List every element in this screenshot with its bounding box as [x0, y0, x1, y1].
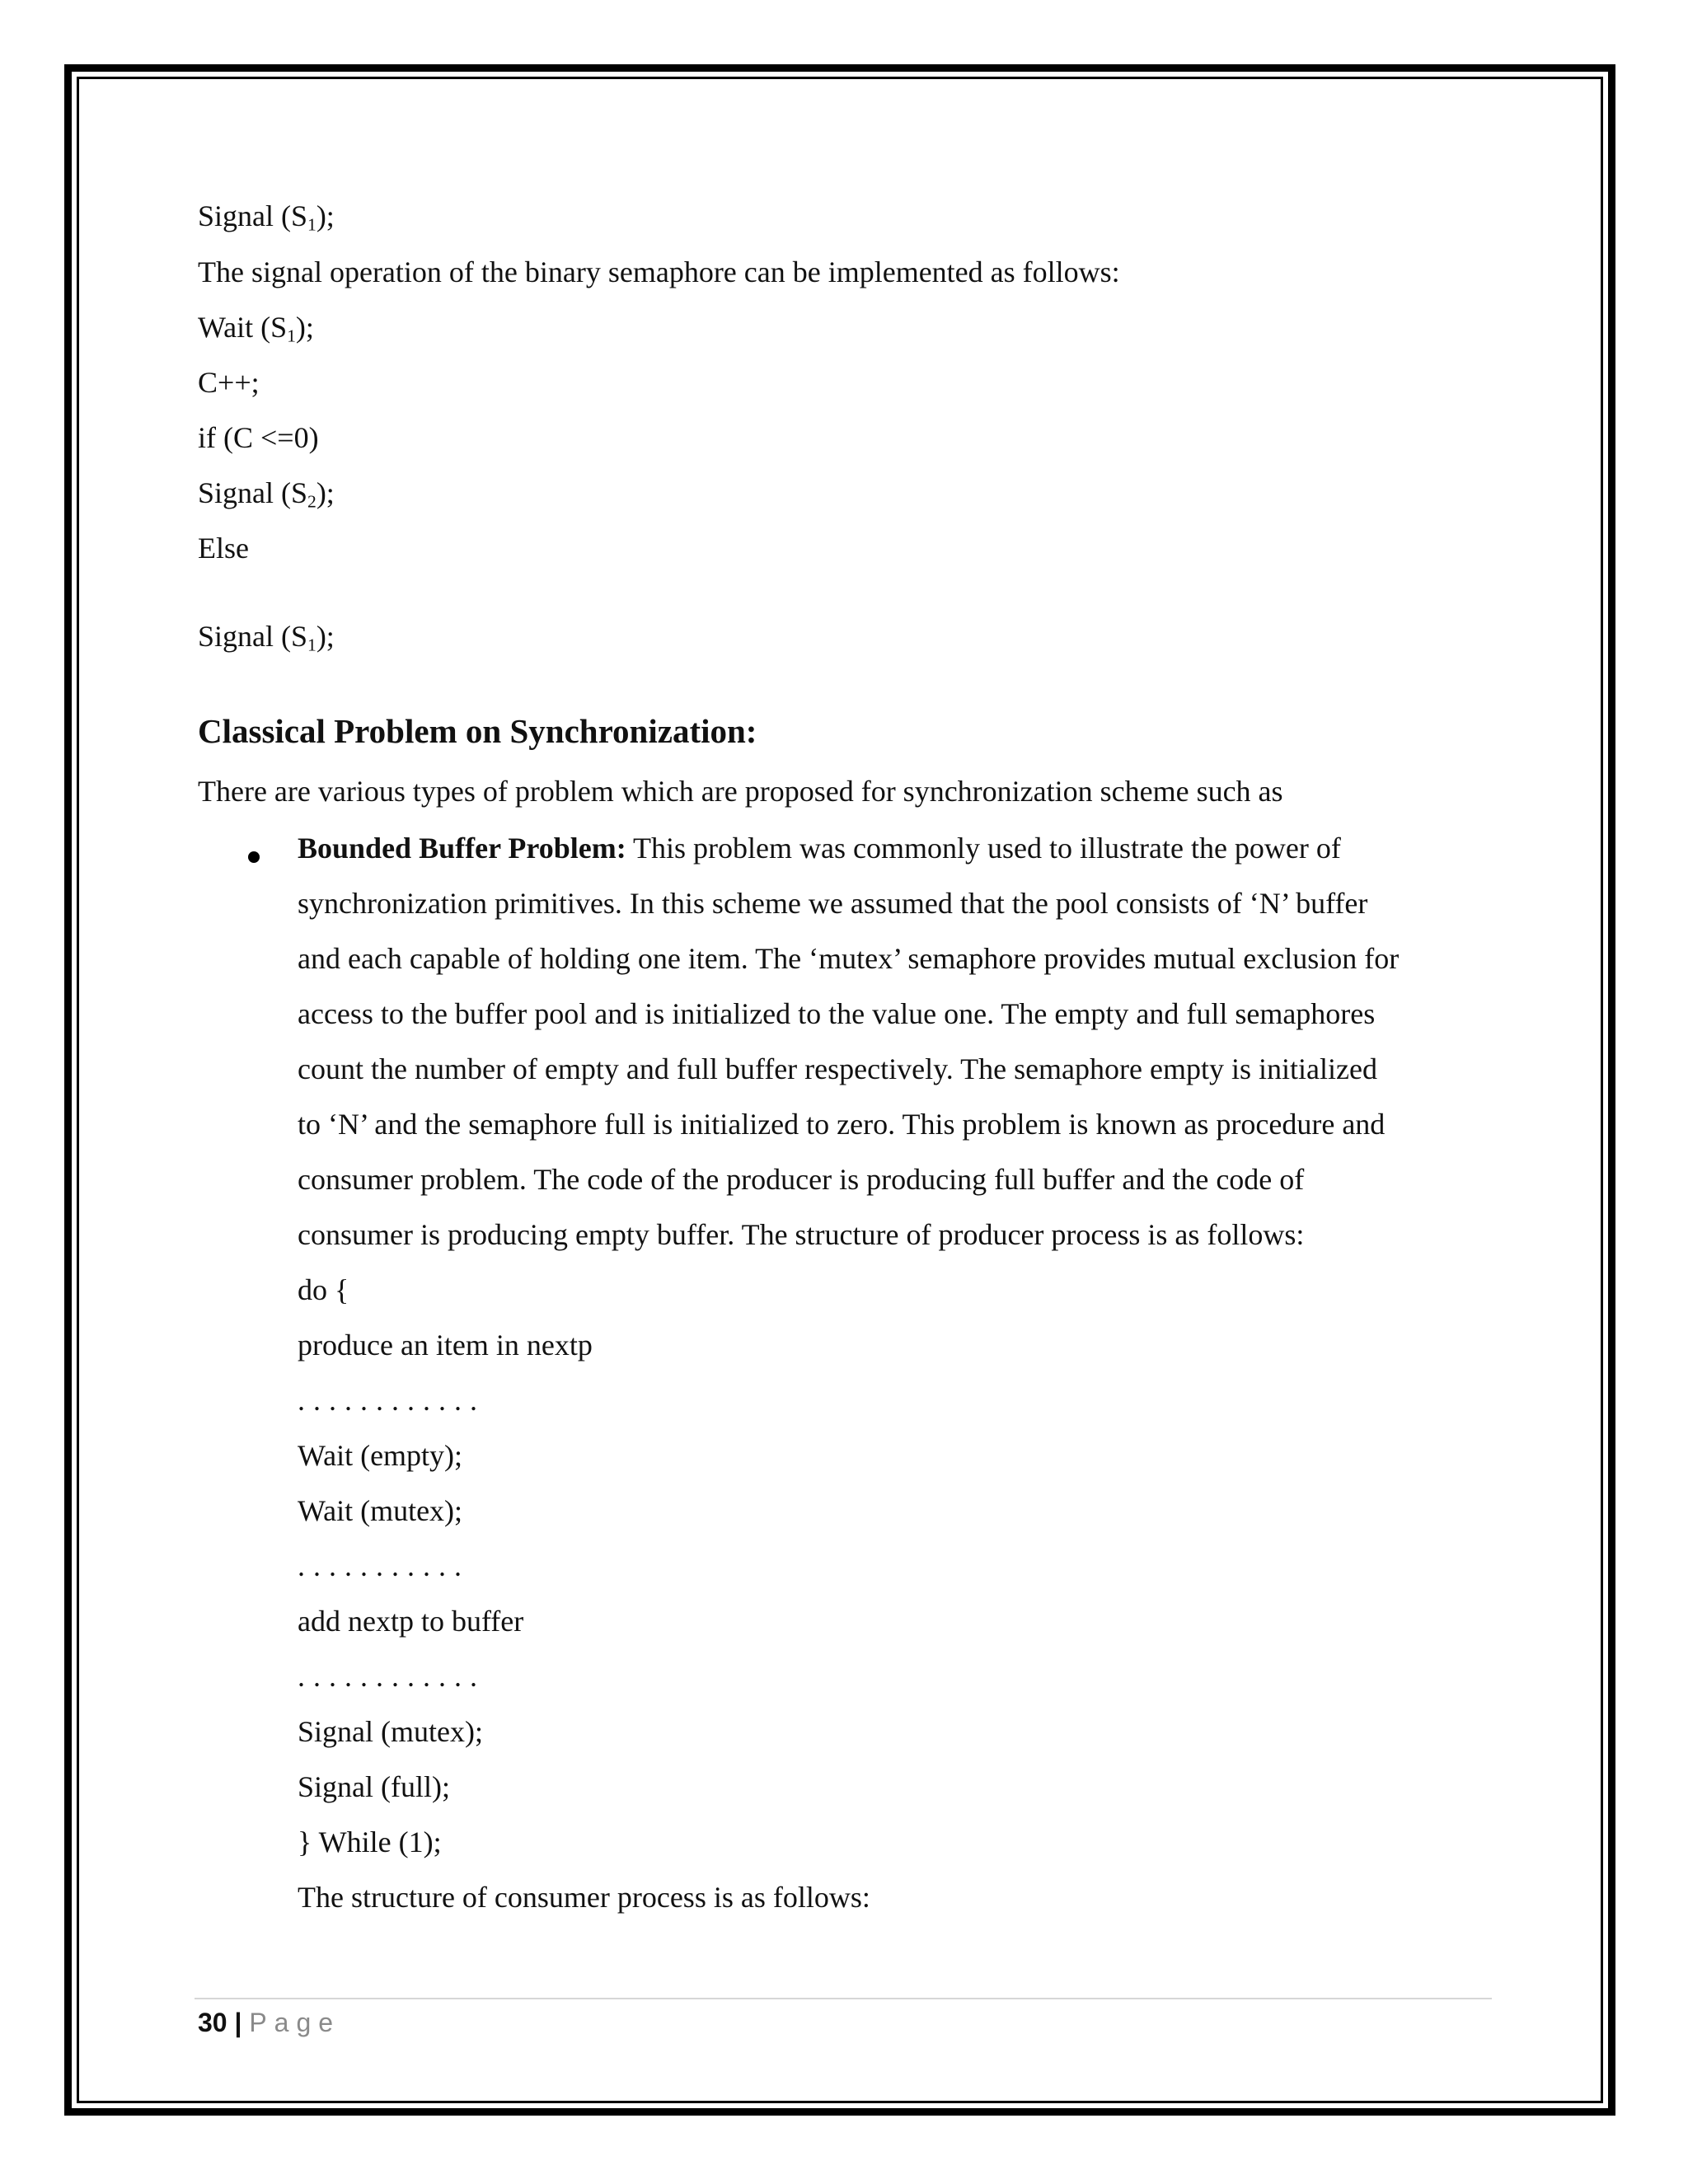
bullet-first-line: Bounded Buffer Problem: This problem was commonly used to illustrate the power of: [298, 832, 1341, 865]
code-ellipsis: ............: [298, 1384, 485, 1417]
code-line: add nextp to buffer: [298, 1605, 524, 1638]
code-line-signal-s1: Signal $(S_1)$;: [198, 199, 335, 235]
footer-separator: |: [234, 2008, 242, 2037]
page-number: 30: [198, 2008, 227, 2037]
consumer-intro: The structure of consumer process is as follows:: [298, 1881, 870, 1914]
code-line: } While (1);: [298, 1825, 442, 1858]
page-label: Page: [249, 2008, 341, 2037]
bullet-title: Bounded Buffer Problem:: [298, 832, 626, 865]
bullet-text-line: access to the buffer pool and is initialized to the value one. The empty and full semaphores: [298, 997, 1376, 1030]
bullet-text-line: synchronization primitives. In this scheme we assumed that the pool consists of ‘N’ buffer: [298, 887, 1368, 920]
bullet-text-line: consumer problem. The code of the producer is producing full buffer and the code of: [298, 1163, 1305, 1196]
code-ellipsis: ............: [298, 1660, 485, 1693]
code-line-else: Else: [198, 532, 249, 565]
code-line-increment: C++;: [198, 366, 260, 399]
code-line-if: if (C <=0): [198, 421, 319, 454]
bullet-dot: [248, 851, 260, 863]
bullet-text-line: to ‘N’ and the semaphore full is initialized to zero. This problem is known as procedure and: [298, 1108, 1386, 1141]
page-footer: [198, 2006, 340, 2039]
section-heading: Classical Problem on Synchronization:: [198, 712, 757, 750]
code-line: Wait (mutex);: [298, 1494, 463, 1527]
footer-rule: [195, 1998, 1492, 1999]
section-intro: There are various types of problem which are proposed for synchronization scheme such as: [198, 775, 1283, 808]
bullet-text-line: consumer is producing empty buffer. The structure of producer process is as follows:: [298, 1218, 1305, 1251]
bullet-text-line: and each capable of holding one item. The ‘mutex’ semaphore provides mutual exclusion for: [298, 942, 1400, 975]
code-line-wait-s1: Wait $(S_1)$;: [198, 311, 314, 346]
code-line: produce an item in nextp: [298, 1329, 593, 1361]
code-line-signal-s2: Signal $(S_2)$;: [198, 476, 335, 512]
code-line: do {: [298, 1273, 349, 1306]
code-line-signal-s1-end: Signal $(S_1)$;: [198, 620, 335, 655]
signal-description: The signal operation of the binary semaphore can be implemented as follows:: [198, 255, 1120, 288]
code-line: Wait (empty);: [298, 1439, 463, 1472]
bullet-text-line: count the number of empty and full buffer respectively. The semaphore empty is initialized: [298, 1052, 1377, 1085]
code-ellipsis: ...........: [298, 1549, 470, 1582]
code-line: Signal (full);: [298, 1770, 450, 1803]
code-line: Signal (mutex);: [298, 1715, 483, 1748]
